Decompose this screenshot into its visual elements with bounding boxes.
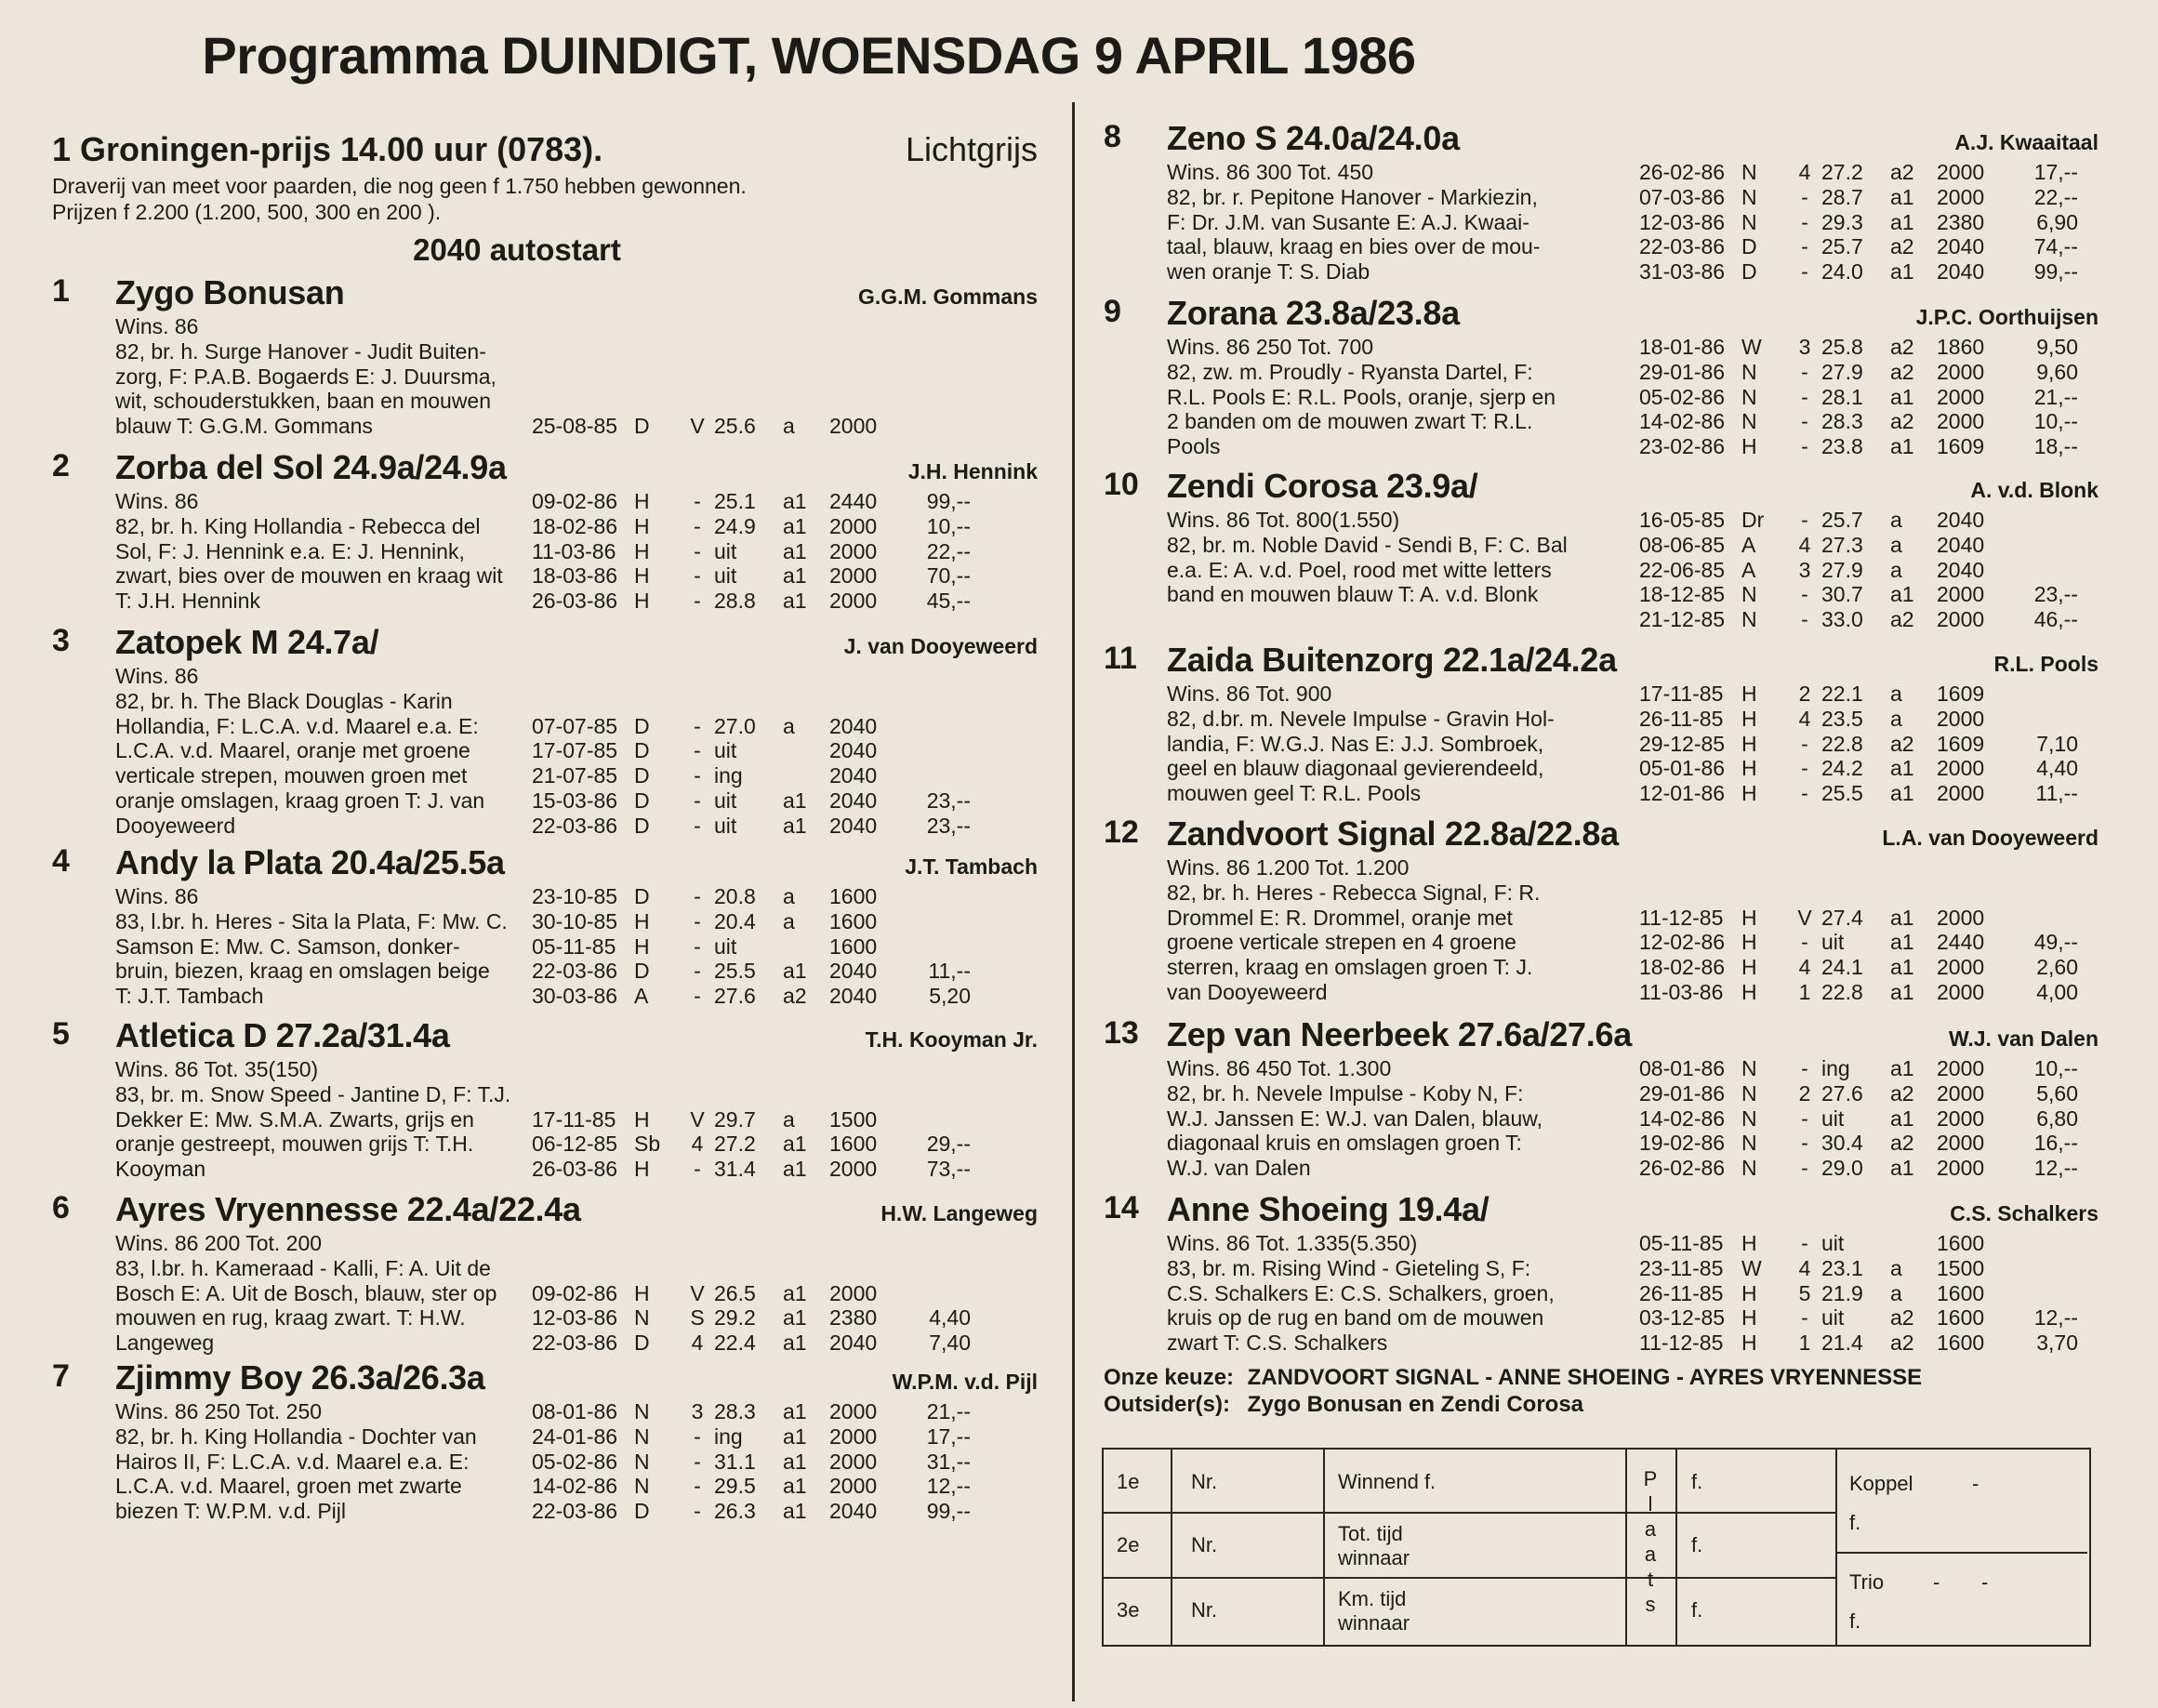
description-line: Wins. 86 1.200 Tot. 1.200 — [1167, 855, 1410, 880]
description-line: Sol, F: J. Hennink e.a. E: J. Hennink, — [115, 538, 465, 563]
description-line: T: J.T. Tambach — [115, 984, 264, 1009]
trainer-name: L.A. van Dooyeweerd — [1882, 826, 2098, 850]
race-color: Lichtgrijs — [905, 130, 1038, 168]
result-row: 21-07-85 D - ing 2040 — [532, 763, 878, 788]
horse-description — [1167, 335, 1622, 459]
description-line: Wins. 86 250 Tot. 250 — [115, 1399, 323, 1423]
outsiders: Outsider(s): Zygo Bonusan en Zendi Corosa — [1104, 1392, 1584, 1417]
race-header — [52, 130, 1038, 268]
description-line: mouwen en rug, kraag zwart. T: H.W. — [115, 1305, 466, 1331]
description-line: diagonaal kruis en omslagen groen T: — [1167, 1131, 1522, 1156]
description-line: F: Dr. J.M. van Susante E: A.J. Kwaai- — [1167, 209, 1529, 234]
horse-name: Zeno S 24.0a/24.0a — [1167, 119, 1460, 157]
past-results — [1639, 508, 2078, 632]
description-line: 82, d.br. m. Nevele Impulse - Gravin Hol- — [1167, 706, 1555, 731]
trio-dash-2: - — [1981, 1570, 1989, 1594]
result-row: 29-01-86 N - 27.9 a2 2000 9,60 — [1639, 359, 2078, 384]
description-line: L.C.A. v.d. Maarel, oranje met groene — [115, 738, 470, 763]
horse-description — [115, 489, 571, 614]
description-line: 82, br. h. Surge Hanover - Judit Buiten- — [115, 338, 486, 364]
description-line: 83, l.br. h. Heres - Sita la Plata, F: Mw. C. — [115, 908, 508, 933]
description-line: verticale strepen, mouwen groen met — [115, 763, 468, 788]
description-line: e.a. E: A. v.d. Poel, rood met witte letters — [1167, 557, 1552, 582]
nr-2: Nr. — [1191, 1533, 1218, 1556]
result-row: 07-03-86 N - 28.7 a1 2000 22,-- — [1639, 184, 2078, 209]
trainer-name: A.J. Kwaaitaal — [1954, 130, 2098, 154]
horse-name: Zygo Bonusan — [115, 273, 345, 311]
trainer-name: R.L. Pools — [1993, 652, 2098, 676]
result-row: 09-02-86 H - 25.1 a1 2440 99,-- — [532, 489, 971, 513]
past-results — [1639, 160, 2078, 285]
description-line: blauw T: G.G.M. Gommans — [115, 414, 373, 439]
description-line: Samson E: Mw. C. Samson, donker- — [115, 933, 460, 959]
description-line: W.J. Janssen E: W.J. van Dalen, blauw, — [1167, 1106, 1542, 1131]
result-row: 17-11-85 H V 29.7 a 1500 — [532, 1106, 878, 1132]
picks — [1104, 1364, 1922, 1418]
horse-name: Zjimmy Boy 26.3a/26.3a — [115, 1358, 485, 1397]
result-row: 18-03-86 H - uit a1 2000 70,-- — [532, 563, 971, 589]
description-line: 83, br. m. Rising Wind - Gieteling S, F: — [1167, 1255, 1531, 1280]
result-row: 14-02-86 N - 29.5 a1 2000 12,-- — [532, 1474, 971, 1499]
description-line: Dekker E: Mw. S.M.A. Zwarts, grijs en — [115, 1106, 474, 1132]
entry-number: 4 — [52, 843, 70, 879]
description-line: L.C.A. v.d. Maarel, groen met zwarte — [115, 1474, 462, 1499]
tot-tijd-label: Tot. tijd winnaar — [1338, 1522, 1410, 1569]
race-start: 2040 autostart — [413, 232, 621, 267]
description-line: 83, br. m. Snow Speed - Jantine D, F: T.J. — [115, 1081, 511, 1106]
description-line: Pools — [1167, 434, 1221, 459]
description-line: 82, br. m. Noble David - Sendi B, F: C. Bal — [1167, 532, 1568, 557]
result-row: 12-01-86 H - 25.5 a1 2000 11,-- — [1639, 781, 2078, 806]
past-results — [1639, 1231, 2078, 1356]
horse-name: Zorana 23.8a/23.8a — [1167, 294, 1460, 332]
description-line: oranje gestreept, mouwen grijs T: T.H. — [115, 1132, 474, 1157]
plaats-label: P l a a t s — [1643, 1467, 1658, 1616]
past-results — [1639, 335, 2078, 459]
description-line: groene verticale strepen en 4 groene — [1167, 930, 1516, 955]
description-line: C.S. Schalkers E: C.S. Schalkers, groen, — [1167, 1280, 1555, 1305]
result-row: 23-10-85 D - 20.8 a 1600 — [532, 884, 878, 908]
result-row: 22-03-86 D - 25.5 a1 2040 11,-- — [532, 959, 971, 984]
result-row: 15-03-86 D - uit a1 2040 23,-- — [532, 788, 971, 813]
past-results — [532, 1107, 971, 1182]
trio-f: f. — [1849, 1609, 1861, 1633]
description-line: 82, br. r. Pepitone Hanover - Markiezin, — [1167, 184, 1538, 209]
description-line: Wins. 86 — [115, 314, 199, 338]
past-results — [1639, 906, 2078, 1005]
description-line: 2 banden om de mouwen zwart T: R.L. — [1167, 409, 1533, 434]
past-results — [532, 1399, 971, 1524]
entry-number: 8 — [1104, 119, 1121, 154]
description-line: Wins. 86 Tot. 35(150) — [115, 1057, 319, 1081]
result-row: 18-02-86 H 4 24.1 a1 2000 2,60 — [1639, 955, 2078, 980]
entry-number: 5 — [52, 1016, 70, 1052]
result-row: 06-12-85 Sb 4 27.2 a1 1600 29,-- — [532, 1132, 971, 1157]
description-line: 82, br. h. Heres - Rebecca Signal, F: R. — [1167, 880, 1541, 905]
description-line: band en mouwen blauw T: A. v.d. Blonk — [1167, 582, 1539, 607]
past-results — [532, 1281, 971, 1356]
horse-description — [1167, 682, 1622, 806]
description-line: kruis op de rug en band om de mouwen — [1167, 1305, 1544, 1331]
past-results — [532, 489, 971, 614]
our-choice: Onze keuze: ZANDVOORT SIGNAL - ANNE SHOEING - AYRES VRYENNESSE — [1104, 1365, 1923, 1390]
result-row: 11-03-86 H - uit a1 2000 22,-- — [532, 538, 971, 563]
trainer-name: C.S. Schalkers — [1950, 1201, 2098, 1225]
result-row: 12-03-86 N - 29.3 a1 2380 6,90 — [1639, 209, 2078, 234]
description-line: Wins. 86 250 Tot. 700 — [1167, 335, 1374, 359]
place-1: 1e — [1117, 1470, 1140, 1493]
result-row: 05-11-85 H - uit 1600 — [1639, 1231, 1985, 1255]
description-line: Wins. 86 Tot. 900 — [1167, 682, 1332, 706]
horse-name: Atletica D 27.2a/31.4a — [115, 1016, 450, 1054]
description-line: sterren, kraag en omslagen groen T: J. — [1167, 955, 1533, 980]
description-line: Wins. 86 — [115, 884, 199, 908]
result-row: 17-11-85 H 2 22.1 a 1609 — [1639, 682, 1985, 706]
plaats-f-2: f. — [1691, 1533, 1703, 1556]
result-row: 19-02-86 N - 30.4 a2 2000 16,-- — [1639, 1131, 2078, 1156]
description-line: 83, l.br. h. Kameraad - Kalli, F: A. Uit de — [115, 1255, 491, 1280]
description-line: bruin, biezen, kraag en omslagen beige — [115, 959, 490, 984]
description-line: Wins. 86 200 Tot. 200 — [115, 1231, 323, 1255]
entry-number: 6 — [52, 1190, 70, 1225]
description-line: Wins. 86 300 Tot. 450 — [1167, 160, 1374, 184]
description-line: taal, blauw, kraag en bies over de mou- — [1167, 234, 1541, 259]
horse-description — [115, 1399, 571, 1524]
trainer-name: J. van Dooyeweerd — [843, 634, 1038, 658]
description-line: geel en blauw diagonaal gevierendeeld, — [1167, 756, 1544, 781]
koppel-label: Koppel — [1849, 1472, 1913, 1495]
result-row: 29-01-86 N 2 27.6 a2 2000 5,60 — [1639, 1080, 2078, 1106]
horse-description — [1167, 855, 1622, 1005]
past-results — [1639, 682, 2078, 806]
horse-description — [1167, 160, 1622, 285]
result-row: 18-02-86 H - 24.9 a1 2000 10,-- — [532, 513, 971, 538]
entry-number: 14 — [1104, 1190, 1139, 1225]
entry-number: 3 — [52, 623, 70, 658]
description-line: Kooyman — [115, 1157, 206, 1182]
result-row: 22-03-86 D - 26.3 a1 2040 99,-- — [532, 1499, 971, 1524]
horse-description — [1167, 508, 1622, 607]
result-row: 12-02-86 H - uit a1 2440 49,-- — [1639, 930, 2078, 955]
result-row: 05-11-85 H - uit 1600 — [532, 933, 878, 959]
result-row: 22-06-85 A 3 27.9 a 2040 — [1639, 557, 1985, 582]
result-row: 08-01-86 N 3 28.3 a1 2000 21,-- — [532, 1399, 971, 1423]
trainer-name: T.H. Kooyman Jr. — [865, 1027, 1038, 1052]
horse-description — [115, 314, 571, 439]
description-line: Wins. 86 — [115, 489, 199, 513]
trainer-name: H.W. Langeweg — [880, 1201, 1038, 1225]
trainer-name: J.T. Tambach — [905, 854, 1038, 879]
race-description — [52, 173, 1038, 225]
page-title: Programma DUINDIGT, WOENSDAG 9 APRIL 1986 — [202, 26, 1416, 85]
horse-name: Andy la Plata 20.4a/25.5a — [115, 843, 505, 881]
result-row: 16-05-85 Dr - 25.7 a 2040 — [1639, 508, 1985, 532]
description-line: R.L. Pools E: R.L. Pools, oranje, sjerp en — [1167, 384, 1556, 409]
description-line: Hairos II, F: L.C.A. v.d. Maarel e.a. E: — [115, 1449, 470, 1474]
horse-description — [1167, 1056, 1622, 1181]
result-row: 30-03-86 A - 27.6 a2 2040 5,20 — [532, 984, 971, 1009]
horse-name: Zep van Neerbeek 27.6a/27.6a — [1167, 1015, 1632, 1053]
result-row: 09-02-86 H V 26.5 a1 2000 — [532, 1280, 878, 1305]
description-line: 82, br. h. King Hollandia - Rebecca del — [115, 513, 481, 538]
entry-number: 10 — [1104, 467, 1139, 502]
description-line: wen oranje T: S. Diab — [1167, 259, 1370, 285]
past-results — [1639, 1056, 2078, 1181]
trainer-name: J.P.C. Oorthuijsen — [1915, 305, 2098, 329]
result-row: 11-12-85 H 1 21.4 a2 1600 3,70 — [1639, 1331, 2078, 1356]
horse-description — [1167, 1231, 1622, 1356]
result-row: 26-11-85 H 5 21.9 a 1600 — [1639, 1280, 1985, 1305]
nr-1: Nr. — [1191, 1470, 1218, 1493]
horse-name: Zandvoort Signal 22.8a/22.8a — [1167, 814, 1619, 853]
result-row: 08-06-85 A 4 27.3 a 2040 — [1639, 532, 1985, 557]
entry-number: 13 — [1104, 1015, 1139, 1051]
result-row: 26-11-85 H 4 23.5 a 2000 — [1639, 706, 1985, 731]
horse-name: Anne Shoeing 19.4a/ — [1167, 1190, 1489, 1228]
result-row: 05-02-86 N - 28.1 a1 2000 21,-- — [1639, 384, 2078, 409]
description-line: van Dooyeweerd — [1167, 979, 1328, 1004]
description-line: oranje omslagen, kraag groen T: J. van — [115, 788, 485, 813]
description-line: Langeweg — [115, 1331, 215, 1356]
entry-number: 2 — [52, 448, 70, 483]
entry-number: 1 — [52, 273, 70, 309]
result-row: 25-08-85 D V 25.6 a 2000 — [532, 414, 878, 439]
description-line: 82, zw. m. Proudly - Ryansta Dartel, F: — [1167, 359, 1533, 384]
trainer-name: W.P.M. v.d. Pijl — [892, 1370, 1038, 1394]
race-title: 1 Groningen-prijs 14.00 uur (0783). — [52, 130, 603, 168]
trainer-name: A. v.d. Blonk — [1970, 478, 2098, 502]
description-line: Bosch E: A. Uit de Bosch, blauw, ster op — [115, 1280, 497, 1305]
result-row: 26-02-86 N 4 27.2 a2 2000 17,-- — [1639, 160, 2078, 184]
entry-number: 7 — [52, 1358, 70, 1394]
horse-name: Zorba del Sol 24.9a/24.9a — [115, 448, 507, 486]
result-row: 23-02-86 H - 23.8 a1 1609 18,-- — [1639, 434, 2078, 459]
result-row: 22-03-86 D 4 22.4 a1 2040 7,40 — [532, 1331, 971, 1356]
plaats-f-1: f. — [1691, 1470, 1703, 1493]
result-row: 22-03-86 D - uit a1 2040 23,-- — [532, 813, 971, 838]
description-line: zorg, F: P.A.B. Bogaerds E: J. Duursma, — [115, 364, 496, 389]
horse-description — [115, 664, 571, 839]
description-line: Wins. 86 Tot. 1.335(5.350) — [1167, 1231, 1418, 1255]
description-line: zwart, bies over de mouwen en kraag wit — [115, 563, 503, 589]
horse-description — [115, 1057, 571, 1182]
past-results — [532, 414, 971, 439]
result-row: 26-03-86 H - 31.4 a1 2000 73,-- — [532, 1157, 971, 1182]
result-row: 23-11-85 W 4 23.1 a 1500 — [1639, 1255, 1985, 1280]
result-row: 05-01-86 H - 24.2 a1 2000 4,40 — [1639, 756, 2078, 781]
km-tijd-label: Km. tijd winnaar — [1338, 1587, 1410, 1635]
description-line: Dooyeweerd — [115, 813, 236, 838]
description-line: W.J. van Dalen — [1167, 1156, 1311, 1181]
result-row: 17-07-85 D - uit 2040 — [532, 738, 878, 763]
result-row: 22-03-86 D - 25.7 a2 2040 74,-- — [1639, 234, 2078, 259]
result-row: 12-03-86 N S 29.2 a1 2380 4,40 — [532, 1305, 971, 1331]
description-line: Wins. 86 — [115, 664, 199, 688]
nr-3: Nr. — [1191, 1598, 1218, 1622]
result-row: 07-07-85 D - 27.0 a 2040 — [532, 713, 878, 738]
past-results — [532, 714, 971, 839]
horse-name: Zatopek M 24.7a/ — [115, 623, 379, 661]
result-row: 05-02-86 N - 31.1 a1 2000 31,-- — [532, 1449, 971, 1474]
trainer-name: J.H. Hennink — [907, 459, 1038, 483]
description-line: zwart T: C.S. Schalkers — [1167, 1331, 1388, 1356]
result-row: 29-12-85 H - 22.8 a2 1609 7,10 — [1639, 731, 2078, 756]
trainer-name: G.G.M. Gommans — [858, 285, 1038, 309]
description-line: Hollandia, F: L.C.A. v.d. Maarel e.a. E: — [115, 713, 479, 738]
result-row: 18-12-85 N - 30.7 a1 2000 23,-- — [1639, 582, 2078, 607]
horse-name: Zendi Corosa 23.9a/ — [1167, 467, 1478, 505]
description-line: mouwen geel T: R.L. Pools — [1167, 781, 1422, 806]
result-row: 11-03-86 H 1 22.8 a1 2000 4,00 — [1639, 979, 2078, 1004]
entry-number: 11 — [1104, 641, 1137, 676]
result-row: 14-02-86 N - uit a1 2000 6,80 — [1639, 1106, 2078, 1131]
trainer-name: W.J. van Dalen — [1948, 1026, 2098, 1051]
trio-label: Trio — [1849, 1570, 1885, 1594]
entry-number: 9 — [1104, 294, 1121, 329]
koppel-dash: - — [1972, 1472, 1979, 1495]
race-conditions: Draverij van meet voor paarden, die nog geen f 1.750 hebben gewonnen. — [52, 174, 747, 198]
result-row: 26-03-86 H - 28.8 a1 2000 45,-- — [532, 589, 971, 614]
result-row: 11-12-85 H V 27.4 a1 2000 — [1639, 905, 1985, 930]
plaats-f-3: f. — [1691, 1598, 1703, 1622]
description-line: 82, br. h. King Hollandia - Dochter van — [115, 1423, 477, 1449]
result-row: 21-12-85 N - 33.0 a2 2000 46,-- — [1639, 607, 2078, 632]
description-line: wit, schouderstukken, baan en mouwen — [115, 389, 492, 414]
result-row: 30-10-85 H - 20.4 a 1600 — [532, 908, 878, 933]
horse-name: Ayres Vryennesse 22.4a/22.4a — [115, 1190, 581, 1228]
result-row: 03-12-85 H - uit a2 1600 12,-- — [1639, 1305, 2078, 1331]
description-line: 82, br. h. The Black Douglas - Karin — [115, 688, 453, 713]
race-prizes: Prijzen f 2.200 (1.200, 500, 300 en 200 ). — [52, 200, 442, 224]
result-row: 08-01-86 N - ing a1 2000 10,-- — [1639, 1056, 2078, 1080]
place-3: 3e — [1117, 1598, 1140, 1622]
description-line: Wins. 86 Tot. 800(1.550) — [1167, 508, 1400, 532]
horse-description — [115, 884, 571, 1009]
past-results — [532, 884, 971, 1009]
result-row: 14-02-86 N - 28.3 a2 2000 10,-- — [1639, 409, 2078, 434]
description-line: T: J.H. Hennink — [115, 589, 260, 614]
column-divider — [1072, 102, 1075, 1701]
description-line: Drommel E: R. Drommel, oranje met — [1167, 905, 1513, 930]
result-row: 18-01-86 W 3 25.8 a2 1860 9,50 — [1639, 335, 2078, 359]
horse-description — [115, 1231, 571, 1356]
place-2: 2e — [1117, 1533, 1140, 1556]
trio-dash-1: - — [1933, 1570, 1940, 1594]
description-line: landia, F: W.G.J. Nas E: J.J. Sombroek, — [1167, 731, 1544, 756]
description-line: 82, br. h. Nevele Impulse - Koby N, F: — [1167, 1080, 1524, 1106]
winnend-label: Winnend f. — [1338, 1470, 1436, 1493]
description-line: biezen T: W.P.M. v.d. Pijl — [115, 1499, 346, 1524]
results-form — [1102, 1448, 2091, 1647]
entry-number: 12 — [1104, 814, 1139, 850]
koppel-f: f. — [1849, 1511, 1861, 1534]
result-row: 24-01-86 N - ing a1 2000 17,-- — [532, 1423, 971, 1449]
result-row: 26-02-86 N - 29.0 a1 2000 12,-- — [1639, 1156, 2078, 1181]
horse-name: Zaida Buitenzorg 22.1a/24.2a — [1167, 641, 1617, 679]
description-line: Wins. 86 450 Tot. 1.300 — [1167, 1056, 1392, 1080]
result-row: 31-03-86 D - 24.0 a1 2040 99,-- — [1639, 259, 2078, 285]
